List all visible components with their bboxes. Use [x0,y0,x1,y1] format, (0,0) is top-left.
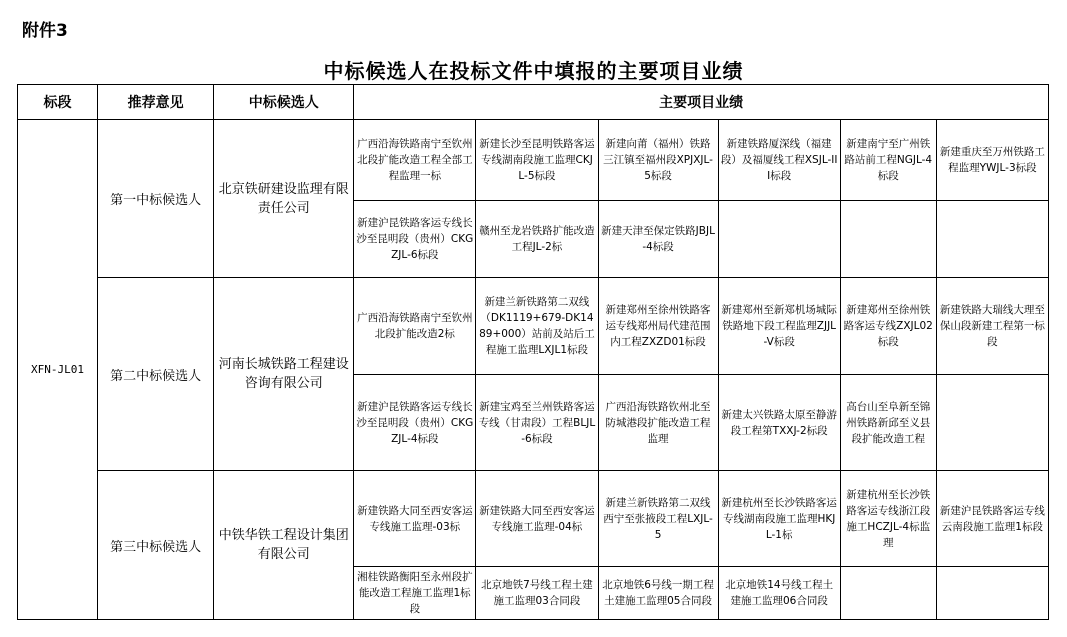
candidate-cell: 中铁华铁工程设计集团有限公司 [214,471,354,620]
candidate-cell: 河南长城铁路工程建设咨询有限公司 [214,278,354,471]
recommendation-cell: 第三中标候选人 [98,471,214,620]
project-cell [936,201,1048,278]
project-cell: 新建郑州至新郑机场城际铁路地下段工程监理ZJJL-V标段 [718,278,840,375]
project-cell: 新建兰新铁路第二双线西宁至张掖段工程LXJL-5 [598,471,718,567]
table-row [18,120,1049,201]
header-projects: 主要项目业绩 [354,85,1049,120]
attachment-label: 附件3 [22,21,68,41]
project-cell [936,375,1048,471]
project-cell: 赣州至龙岩铁路扩能改造工程JL-2标 [476,201,598,278]
project-cell: 新建向莆（福州）铁路三江镇至福州段XPJXJL-5标段 [598,120,718,201]
project-cell [840,567,936,620]
project-cell: 新建南宁至广州铁路站前工程NGJL-4标段 [840,120,936,201]
header-segment: 标段 [18,85,98,120]
project-cell: 新建铁路大瑞线大理至保山段新建工程第一标段 [936,278,1048,375]
project-cell [718,201,840,278]
project-cell: 新建天津至保定铁路JBJL-4标段 [598,201,718,278]
project-cell: 新建铁路大同至西安客运专线施工监理-03标 [354,471,476,567]
recommendation-cell: 第二中标候选人 [98,278,214,471]
project-cell: 新建沪昆铁路客运专线长沙至昆明段（贵州）CKGZJL-6标段 [354,201,476,278]
table-row [18,471,1049,567]
table-row [18,278,1049,375]
project-cell: 新建太兴铁路太原至静游段工程第TXXJ-2标段 [718,375,840,471]
project-cell [840,201,936,278]
candidate-cell: 北京铁研建设监理有限责任公司 [214,120,354,278]
project-cell: 新建郑州至徐州铁路客运专线ZXJL02标段 [840,278,936,375]
table-header-row [18,85,1049,120]
project-cell: 广西沿海铁路南宁至钦州北段扩能改造工程全部工程监理一标 [354,120,476,201]
project-cell: 湘桂铁路衡阳至永州段扩能改造工程施工监理1标段 [354,567,476,620]
performance-table [17,84,1049,620]
project-cell: 新建宝鸡至兰州铁路客运专线（甘肃段）工程BLJL-6标段 [476,375,598,471]
recommendation-cell: 第一中标候选人 [98,120,214,278]
header-candidate: 中标候选人 [214,85,354,120]
header-recommendation: 推荐意见 [98,85,214,120]
project-cell: 新建郑州至徐州铁路客运专线郑州局代建范围内工程ZXZD01标段 [598,278,718,375]
project-cell: 北京地铁14号线工程土建施工监理06合同段 [718,567,840,620]
project-cell: 北京地铁7号线工程土建施工监理03合同段 [476,567,598,620]
project-cell: 高台山至阜新至锦州铁路新邱至义县段扩能改造工程 [840,375,936,471]
project-cell: 新建沪昆铁路客运专线长沙至昆明段（贵州）CKGZJL-4标段 [354,375,476,471]
project-cell: 新建铁路厦深线（福建段）及福厦线工程XSJL-III标段 [718,120,840,201]
segment-cell: XFN-JL01 [18,120,98,620]
project-cell: 新建杭州至长沙铁路客运专线湖南段施工监理HKJL-1标 [718,471,840,567]
project-cell: 广西沿海铁路钦州北至防城港段扩能改造工程监理 [598,375,718,471]
document-title: 中标候选人在投标文件中填报的主要项目业绩 [323,59,744,83]
project-cell [936,567,1048,620]
project-cell: 新建铁路大同至西安客运专线施工监理-04标 [476,471,598,567]
project-cell: 新建长沙至昆明铁路客运专线湖南段施工监理CKJL-5标段 [476,120,598,201]
project-cell: 新建重庆至万州铁路工程监理YWJL-3标段 [936,120,1048,201]
project-cell: 广西沿海铁路南宁至钦州北段扩能改造2标 [354,278,476,375]
project-cell: 新建兰新铁路第二双线（DK1119+679-DK1489+000）站前及站后工程施工监理LXJL1标段 [476,278,598,375]
project-cell: 新建杭州至长沙铁路客运专线浙江段施工HCZJL-4标监理 [840,471,936,567]
project-cell: 新建沪昆铁路客运专线云南段施工监理1标段 [936,471,1048,567]
project-cell: 北京地铁6号线一期工程土建施工监理05合同段 [598,567,718,620]
